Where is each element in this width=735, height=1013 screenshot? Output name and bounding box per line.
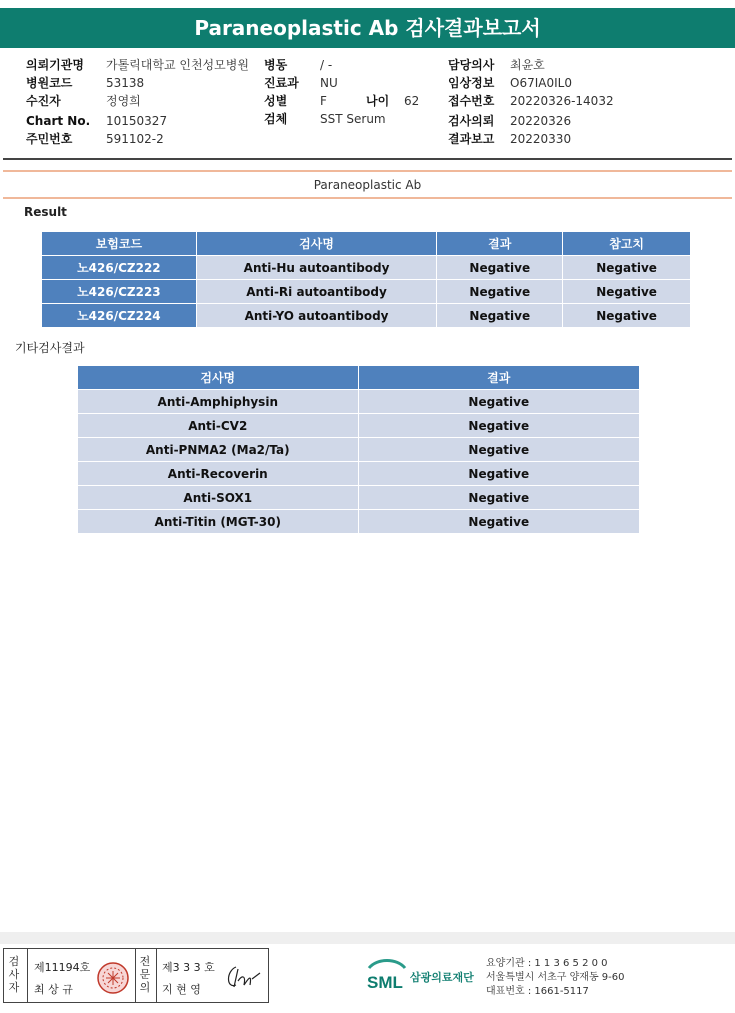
test-name-cell: Anti-Hu autoantibody [196,256,437,280]
foundation-name: 삼광의료재단 [410,971,474,984]
tester-license-no: 제11194호 [34,961,91,974]
specialist-license-no: 제3 3 3 호 [162,961,215,974]
info-label: 진료과 [264,76,299,90]
info-value: 최윤호 [510,58,545,72]
result-table [41,231,691,328]
table-row [42,256,691,280]
reference-cell: Negative [563,256,691,280]
result-cell: Negative [437,304,563,328]
info-col-1 [26,56,249,148]
info-value: 정영희 [106,94,141,108]
info-row [26,74,249,92]
section-divider-bottom [3,197,732,199]
info-label: 주민번호 [26,132,73,146]
table-row [78,462,640,486]
institution-code: 요양기관 : 1 1 3 6 5 2 0 0 [486,958,608,969]
info-label: 접수번호 [448,94,495,108]
info-value: / - [320,58,333,72]
reference-cell: Negative [563,280,691,304]
table-row [78,510,640,534]
age-value: 62 [404,94,420,108]
signature-box [3,948,269,1003]
column-header: 참고치 [563,232,691,256]
info-row [264,74,419,92]
info-row [448,112,614,130]
test-name-cell: Anti-YO autoantibody [196,304,437,328]
column-header: 검사명 [196,232,437,256]
info-value: O67IA0IL0 [510,76,572,90]
table-row [78,390,640,414]
info-label: 담당의사 [448,58,495,72]
result-label: Result [24,205,67,219]
column-header: 검사명 [78,366,359,390]
report-title: Paraneoplastic Ab 검사결과보고서 [0,8,735,48]
test-name-cell: Anti-CV2 [78,414,359,438]
address: 서울특별시 서초구 양재동 9-60 [486,972,625,983]
result-cell: Negative [358,462,639,486]
info-value: F [320,94,327,108]
info-value: 10150327 [106,114,168,128]
info-row [26,112,249,130]
info-row [264,56,419,74]
info-value: 591102-2 [106,132,164,146]
divider [156,949,157,1002]
info-row [448,74,614,92]
seal-icon [96,961,130,995]
info-row [448,130,614,148]
info-label: 임상정보 [448,76,495,90]
signature-icon [224,961,264,993]
tester-name: 최 상 규 [34,983,73,996]
result-cell: Negative [437,280,563,304]
table-row [78,414,640,438]
info-label: 검체 [264,112,288,126]
table-row [78,438,640,462]
info-row [448,92,614,110]
divider [27,949,28,1002]
test-name-cell: Anti-PNMA2 (Ma2/Ta) [78,438,359,462]
insurance-code-cell: 노426/CZ223 [42,280,197,304]
insurance-code-cell: 노426/CZ222 [42,256,197,280]
other-tests-label: 기타검사결과 [15,341,85,355]
phone: 대표번호 : 1661-5117 [486,986,589,997]
info-label: 의뢰기관명 [26,58,84,72]
test-name-cell: Anti-Ri autoantibody [196,280,437,304]
table-header-row [78,366,640,390]
test-name-cell: Anti-Recoverin [78,462,359,486]
result-cell: Negative [358,390,639,414]
section-divider-top [3,170,732,172]
table-row [42,304,691,328]
info-value: 53138 [106,76,145,90]
info-row [264,110,419,128]
section-title: Paraneoplastic Ab [313,178,422,192]
info-value: SST Serum [320,112,386,126]
table-row [42,280,691,304]
info-row [26,56,249,74]
reference-cell: Negative [563,304,691,328]
info-row [26,92,249,110]
institution-info [486,957,625,999]
info-label: 병동 [264,58,288,72]
info-value: 20220326-14032 [510,94,614,108]
info-value: NU [320,76,338,90]
info-row [448,56,614,74]
info-label: Chart No. [26,114,91,128]
info-col-2 [264,56,419,128]
test-name-cell: Anti-SOX1 [78,486,359,510]
other-tests-table [77,365,640,534]
info-label: 수진자 [26,94,61,108]
divider [135,949,136,1002]
result-cell: Negative [358,486,639,510]
result-cell: Negative [358,510,639,534]
test-name-cell: Anti-Titin (MGT-30) [78,510,359,534]
result-cell: Negative [437,256,563,280]
specialist-name: 지 현 영 [162,983,201,996]
logo-mark: SML [367,973,403,992]
tester-label: 검사자 [8,955,20,994]
info-row [26,130,249,148]
column-header: 결과 [358,366,639,390]
info-label: 검사의뢰 [448,114,495,128]
column-header: 보험코드 [42,232,197,256]
info-label: 성별 [264,94,288,108]
info-label: 결과보고 [448,132,495,146]
info-col-3 [448,56,614,148]
header-divider [3,158,732,160]
table-header-row [42,232,691,256]
footer-band [0,932,735,944]
column-header: 결과 [437,232,563,256]
table-row [78,486,640,510]
result-cell: Negative [358,438,639,462]
info-label: 병원코드 [26,76,73,90]
insurance-code-cell: 노426/CZ224 [42,304,197,328]
info-value: 20220330 [510,132,572,146]
test-name-cell: Anti-Amphiphysin [78,390,359,414]
sml-logo-icon [365,958,409,998]
result-cell: Negative [358,414,639,438]
info-value: 20220326 [510,114,572,128]
info-value: 가톨릭대학교 인천성모병원 [106,58,249,72]
specialist-label: 전문의 [139,955,151,994]
info-row [264,92,419,110]
age-label: 나이 [366,94,390,108]
